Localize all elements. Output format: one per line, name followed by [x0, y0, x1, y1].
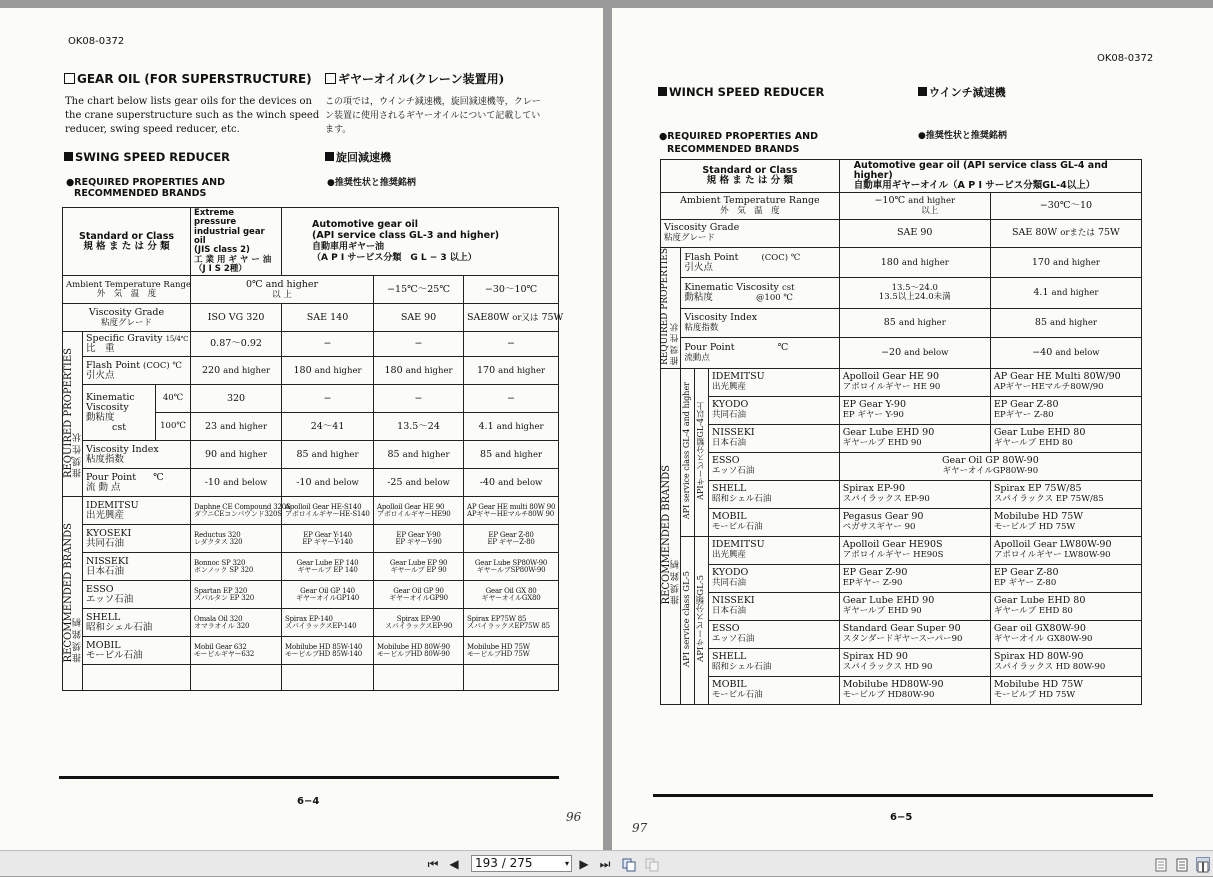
kinematic-label: Kinematic Viscosity 動粘度 cst — [83, 385, 156, 441]
section-title-jp: ウインチ減速機 — [918, 87, 1006, 98]
viscosity-grade-label: Viscosity Grade 粘度グレード — [63, 304, 191, 332]
brand-name: ESSO エッソ石油 — [708, 452, 839, 480]
vg-c1: ISO VG 320 — [191, 304, 282, 332]
empty-cell — [282, 665, 374, 691]
brand-cell: AP Gear HE multi 80W 90 APギヤーHEマルチ80W 90 — [464, 497, 559, 525]
kin-c3-40: − — [374, 385, 464, 413]
sg-c1: 0.87～0.92 — [191, 332, 282, 357]
table-row — [661, 424, 1142, 452]
vi-c2: 85 and higher — [990, 308, 1141, 337]
table-row — [63, 441, 559, 469]
table-row — [63, 332, 559, 357]
square-bullet-icon — [325, 152, 334, 161]
kin-c3-100: 13.5～24 — [374, 413, 464, 441]
brand-cell: Mobil Gear 632 モービルギヤー632 — [191, 637, 282, 665]
sg-c3: − — [374, 332, 464, 357]
req-title: ●REQUIRED PROPERTIES AND RECOMMENDED BRANDS — [66, 177, 225, 199]
brand-cell-merged: Gear Oil GP 80W-90 ギヤーオイルGP80W-90 — [839, 452, 1141, 480]
kin-c1-100: 23 and higher — [191, 413, 282, 441]
fp-c1: 220 and higher — [191, 357, 282, 385]
brand-cell: Gear Oil GP 140 ギヤーオイルGP140 — [282, 581, 374, 609]
brand-name: MOBIL モービル石油 — [708, 676, 839, 704]
brand-cell: Gear Lube EHD 80 ギヤールブ EHD 80 — [990, 424, 1141, 452]
col-industrial-head: Extreme pressure industrial gear oil (JIS class 2) 工 業 用 ギ ヤ ー 油 （J I S 2種） — [191, 208, 282, 276]
fp-c2: 180 and higher — [282, 357, 374, 385]
table-row — [63, 385, 559, 413]
standard-label: Standard or Class 規 格 ま た は 分 類 — [63, 208, 191, 276]
brand-cell: Gear Oil GX 80 ギヤーオイルGX80 — [464, 581, 559, 609]
table-row — [661, 338, 1142, 369]
kin-t100: 100℃ — [156, 413, 191, 441]
pour-point-label: Pour Point ℃ 流 動 点 — [83, 469, 191, 497]
brand-cell: Mobilube HD 80W-90 モービルブHD 80W-90 — [374, 637, 464, 665]
brand-name: NISSEKI 日本石油 — [83, 553, 191, 581]
brand-cell: Reductus 320 レダクタス 320 — [191, 525, 282, 553]
table-row — [661, 592, 1142, 620]
recommended-brands-label: RECOMMENDED BRANDS推 奨 銘 柄 — [63, 497, 83, 691]
ambient-c1: −10℃ and higher 以上 — [839, 192, 990, 219]
ambient-label: Ambient Temperature Range 外 気 温 度 — [661, 192, 840, 219]
recommended-brands-label: RECOMMENDED BRANDS推 奨 銘 柄 — [661, 368, 681, 704]
empty-cell — [374, 665, 464, 691]
table-row — [63, 497, 559, 525]
brand-cell: AP Gear HE Multi 80W/90 APギヤーHEマルチ80W/90 — [990, 368, 1141, 396]
brand-cell: Mobilube HD80W-90 モービルブ HD80W-90 — [839, 676, 990, 704]
brand-cell: Mobilube HD 75W モービルブHD 75W — [464, 637, 559, 665]
brand-cell: Spirax EP 75W/85 スパイラックス EP 75W/85 — [990, 480, 1141, 508]
pp-c3: -25 and below — [374, 469, 464, 497]
req-title-jp: ●推奨性状と推奨銘柄 — [918, 131, 1007, 141]
pp-c2: −40 and below — [990, 338, 1141, 369]
required-properties-label: REQUIRED PROPERTIES推 奨 性 状 — [661, 247, 681, 368]
brand-cell: EP Gear Z-80 EP ギヤーZ-80 — [464, 525, 559, 553]
page-6-4 — [0, 8, 603, 850]
gl4-label: API service class GL-4 and higher — [681, 368, 694, 536]
table-row — [661, 308, 1142, 337]
brand-cell: Omala Oil 320 オマラオイル 320 — [191, 609, 282, 637]
kin-c2: 4.1 and higher — [990, 278, 1141, 309]
single-page-view-icon[interactable] — [1155, 857, 1167, 871]
table-row — [63, 637, 559, 665]
viewer-toolbar — [0, 850, 1213, 876]
brand-cell: Standard Gear Super 90 スタンダードギヤースーパー90 — [839, 620, 990, 648]
req-title: ●REQUIRED PROPERTIES AND RECOMMENDED BRANDS — [659, 131, 818, 155]
ambient-c3: −15℃～25℃ — [374, 276, 464, 304]
brand-name: KYOSEKI 共同石油 — [83, 525, 191, 553]
brand-cell: Apolloil Gear HE-S140 アポロイルギヤーHE-S140 — [282, 497, 374, 525]
square-bullet-icon — [658, 87, 667, 96]
pp-c4: -40 and below — [464, 469, 559, 497]
gear-oil-title-jp: ギヤーオイル(クレーン装置用) — [325, 73, 504, 85]
brand-name: IDEMITSU 出光興産 — [708, 536, 839, 564]
table-row — [661, 648, 1142, 676]
table-row — [63, 357, 559, 385]
vi-c4: 85 and higher — [464, 441, 559, 469]
brand-cell: Gear Oil GP 90 ギヤーオイルGP90 — [374, 581, 464, 609]
vg-c3: SAE 90 — [374, 304, 464, 332]
sg-c4: − — [464, 332, 559, 357]
vi-c3: 85 and higher — [374, 441, 464, 469]
viscosity-grade-label: Viscosity Grade 粘度グレード — [661, 219, 840, 247]
pp-c2: -10 and below — [282, 469, 374, 497]
flash-point-label: Flash Point (COC) ℃ 引火点 — [681, 247, 839, 278]
brand-cell: EP Gear Y-140 EP ギヤーY-140 — [282, 525, 374, 553]
brand-cell: Mobilube HD 75W モービルブ HD 75W — [990, 508, 1141, 536]
section-title: SWING SPEED REDUCER — [64, 152, 230, 164]
table-row — [63, 581, 559, 609]
brand-cell: EP Gear Z-80 EP ギヤー Z-80 — [990, 564, 1141, 592]
brand-cell: Apolloil Gear HE 90 アポロイルギヤー HE 90 — [839, 368, 990, 396]
gl4-label-jp: APIサービス分類GL-4以上 — [694, 368, 708, 536]
gl5-label-jp: APIサービス分類GL-5 — [694, 536, 708, 704]
ambient-label: Ambient Temperature Range 外 気 温 度 — [63, 276, 191, 304]
pp-c1: -10 and below — [191, 469, 282, 497]
kin-c2-40: − — [282, 385, 374, 413]
next-page-icon[interactable]: ▶ — [579, 857, 589, 871]
brand-cell: Gear oil GX80W-90 ギヤーオイル GX80W-90 — [990, 620, 1141, 648]
fp-c2: 170 and higher — [990, 247, 1141, 278]
table-row — [661, 480, 1142, 508]
req-title-jp: ●推奨性状と推奨銘柄 — [327, 178, 416, 188]
fp-c1: 180 and higher — [839, 247, 990, 278]
last-page-icon[interactable]: ⏭ — [599, 857, 611, 871]
brand-name: NISSEKI 日本石油 — [708, 592, 839, 620]
empty-cell — [464, 665, 559, 691]
table-row — [661, 452, 1142, 480]
handwritten-note: 96 — [566, 810, 582, 824]
copy-page-icon[interactable] — [622, 857, 636, 871]
table-row — [63, 304, 559, 332]
table-row — [63, 469, 559, 497]
brand-name: ESSO エッソ石油 — [708, 620, 839, 648]
table-row — [63, 525, 559, 553]
brand-cell: Mobilube HD 75W モービルブ HD 75W — [990, 676, 1141, 704]
square-bullet-icon — [918, 87, 927, 96]
winch-reducer-table — [660, 159, 1142, 705]
brand-cell: Spirax EP75W 85 スパイラックスEP75W 85 — [464, 609, 559, 637]
two-page-view-icon[interactable] — [1196, 857, 1210, 871]
prev-page-icon[interactable]: ◀ — [449, 857, 459, 871]
table-row — [661, 536, 1142, 564]
standard-label: Standard or Class 規 格 ま た は 分 類 — [661, 160, 840, 193]
brand-cell: EP Gear Y-90 EP ギヤーY-90 — [374, 525, 464, 553]
table-row — [661, 160, 1142, 193]
table-row — [63, 609, 559, 637]
brand-name: KYODO 共同石油 — [708, 564, 839, 592]
brand-cell: Gear Lube SP80W-90 ギヤールブSP80W-90 — [464, 553, 559, 581]
brand-cell: EP Gear Y-90 EP ギヤー Y-90 — [839, 396, 990, 424]
kin-c1: 13.5～24.0 13.5以上24.0未満 — [839, 278, 990, 309]
brand-cell: Spirax HD 90 スパイラックス HD 90 — [839, 648, 990, 676]
page-number: 6−4 — [297, 796, 320, 807]
viscosity-index-label: Viscosity Index 粘度指数 — [83, 441, 191, 469]
table-row — [661, 219, 1142, 247]
vg-c2: SAE 140 — [282, 304, 374, 332]
brand-name: IDEMITSU 出光興産 — [708, 368, 839, 396]
kinematic-label: Kinematic Viscosity cst 動粘度 @100 ℃ — [681, 278, 839, 309]
brand-cell: Spirax EP-140 スパイラックスEP-140 — [282, 609, 374, 637]
table-row — [661, 278, 1142, 309]
pp-c1: −20 and below — [839, 338, 990, 369]
handwritten-note: 97 — [632, 821, 648, 835]
chevron-down-icon[interactable]: ▾ — [564, 859, 569, 868]
brand-cell: Gear Lube EHD 80 ギヤールブ EHD 80 — [990, 592, 1141, 620]
viscosity-index-label: Viscosity Index 粘度指数 — [681, 308, 839, 337]
brand-cell: Apolloil Gear HE 90 アポロイルギヤーHE90 — [374, 497, 464, 525]
brand-name: SHELL 昭和シェル石油 — [83, 609, 191, 637]
brand-name: ESSO エッソ石油 — [83, 581, 191, 609]
vg-c4: SAE80W or又は 75W — [464, 304, 559, 332]
table-row — [661, 620, 1142, 648]
checkbox-icon — [325, 73, 336, 84]
brand-name: MOBIL モービル石油 — [708, 508, 839, 536]
brand-cell: Gear Lube EP 140 ギヤールブ EP 140 — [282, 553, 374, 581]
table-row — [661, 508, 1142, 536]
fp-c4: 170 and higher — [464, 357, 559, 385]
table-row — [661, 192, 1142, 219]
footer-rule — [653, 794, 1153, 797]
doc-id: OK08-0372 — [68, 36, 125, 47]
empty-cell — [191, 665, 282, 691]
vg-c1: SAE 90 — [839, 219, 990, 247]
gl5-label: API service class GL-5 — [681, 536, 694, 704]
table-row — [661, 564, 1142, 592]
table-row — [63, 208, 559, 276]
page-6-5 — [612, 8, 1213, 850]
empty-cell — [83, 665, 191, 691]
kin-c4-100: 4.1 and higher — [464, 413, 559, 441]
brand-cell: EP Gear Z-90 EPギヤー Z-90 — [839, 564, 990, 592]
col-automotive-head: Automotive gear oil (API service class GL-3 and higher) 自動車用ギヤー油 （A P I サービス分類 G L − 3 以上） — [282, 208, 559, 276]
sg-c2: − — [282, 332, 374, 357]
brand-cell: Gear Lube EHD 90 ギヤールブ EHD 90 — [839, 592, 990, 620]
gear-oil-title: GEAR OIL (FOR SUPERSTRUCTURE) — [64, 73, 312, 85]
fp-c3: 180 and higher — [374, 357, 464, 385]
flash-point-label: Flash Point (COC) ℃ 引火点 — [83, 357, 191, 385]
brand-cell: Gear Lube EP 90 ギヤールブ EP 90 — [374, 553, 464, 581]
kin-c2-100: 24～41 — [282, 413, 374, 441]
section-title-jp: 旋回減速機 — [325, 152, 391, 163]
brand-cell: Spartan EP 320 スパルタン EP 320 — [191, 581, 282, 609]
checkbox-icon — [64, 73, 75, 84]
square-bullet-icon — [64, 152, 73, 161]
table-row — [63, 276, 559, 304]
table-row — [63, 553, 559, 581]
brand-name: IDEMITSU 出光興産 — [83, 497, 191, 525]
kin-c4-40: − — [464, 385, 559, 413]
first-page-icon[interactable]: ⏮ — [427, 857, 439, 871]
vg-c2: SAE 80W orまたは 75W — [990, 219, 1141, 247]
swing-reducer-table — [62, 207, 564, 691]
specific-gravity-label: Specific Gravity 15/4℃ 比 重 — [83, 332, 191, 357]
kin-c1-40: 320 — [191, 385, 282, 413]
brand-cell: Mobilube HD 85W-140 モービルブHD 85W-140 — [282, 637, 374, 665]
table-row — [661, 368, 1142, 396]
required-properties-label: REQUIRED PROPERTIES推 奨 性 状 — [63, 332, 83, 497]
footer-rule — [59, 776, 559, 779]
section-title: WINCH SPEED REDUCER — [658, 87, 824, 99]
pour-point-label: Pour Point ℃ 流動点 — [681, 338, 839, 369]
kin-t40: 40℃ — [156, 385, 191, 413]
brand-cell: Gear Lube EHD 90 ギヤールブ EHD 90 — [839, 424, 990, 452]
vi-c1: 85 and higher — [839, 308, 990, 337]
brand-cell: Spirax EP-90 スパイラックス EP-90 — [839, 480, 990, 508]
brand-name: SHELL 昭和シェル石油 — [708, 648, 839, 676]
brand-cell: Apolloil Gear LW80W-90 アポロイルギヤー LW80W-90 — [990, 536, 1141, 564]
head-automotive: Automotive gear oil (API service class GL-4 and higher) 自動車用ギヤーオイル（A P I サービス分類GL-4以上） — [839, 160, 1141, 193]
table-row — [661, 247, 1142, 278]
brand-cell: Bonnoc SP 320 ボンノック SP 320 — [191, 553, 282, 581]
brand-cell: EP Gear Z-80 EPギヤー Z-80 — [990, 396, 1141, 424]
page-number-input[interactable]: 193 / 275 ▾ — [471, 855, 572, 872]
intro-text: The chart below lists gear oils for the devices on the crane superstructure such as the winch speed reducer, swing speed reducer, etc. — [65, 96, 320, 135]
table-row — [661, 676, 1142, 704]
ambient-c2: −30℃～10 — [990, 192, 1141, 219]
brand-name: SHELL 昭和シェル石油 — [708, 480, 839, 508]
doc-id: OK08-0372 — [1097, 53, 1154, 64]
brand-name: KYODO 共同石油 — [708, 396, 839, 424]
ambient-c1: 0℃ and higher 以 上 — [191, 276, 374, 304]
brand-cell: Pegasus Gear 90 ペガサスギヤー 90 — [839, 508, 990, 536]
brand-cell: Apolloil Gear HE90S アポロイルギヤー HE90S — [839, 536, 990, 564]
vi-c1: 90 and higher — [191, 441, 282, 469]
brand-name: NISSEKI 日本石油 — [708, 424, 839, 452]
brand-cell: Daphne CE Compound 320S ダフニCEコンパウンド320S — [191, 497, 282, 525]
page-number: 6−5 — [890, 812, 913, 823]
brand-cell: Spirax HD 80W-90 スパイラックス HD 80W-90 — [990, 648, 1141, 676]
ambient-c4: −30～10℃ — [464, 276, 559, 304]
brand-name: MOBIL モービル石油 — [83, 637, 191, 665]
table-row — [63, 665, 559, 691]
paste-page-icon[interactable] — [645, 857, 659, 871]
continuous-view-icon[interactable] — [1176, 857, 1188, 871]
intro-text-jp: この項では，ウインチ減速機，旋回減速機等，クレー ン装置に使用されるギヤーオイルについて記載してい ます。 — [325, 97, 541, 135]
brand-cell: Spirax EP-90 スパイラックスEP-90 — [374, 609, 464, 637]
table-row — [661, 396, 1142, 424]
vi-c2: 85 and higher — [282, 441, 374, 469]
